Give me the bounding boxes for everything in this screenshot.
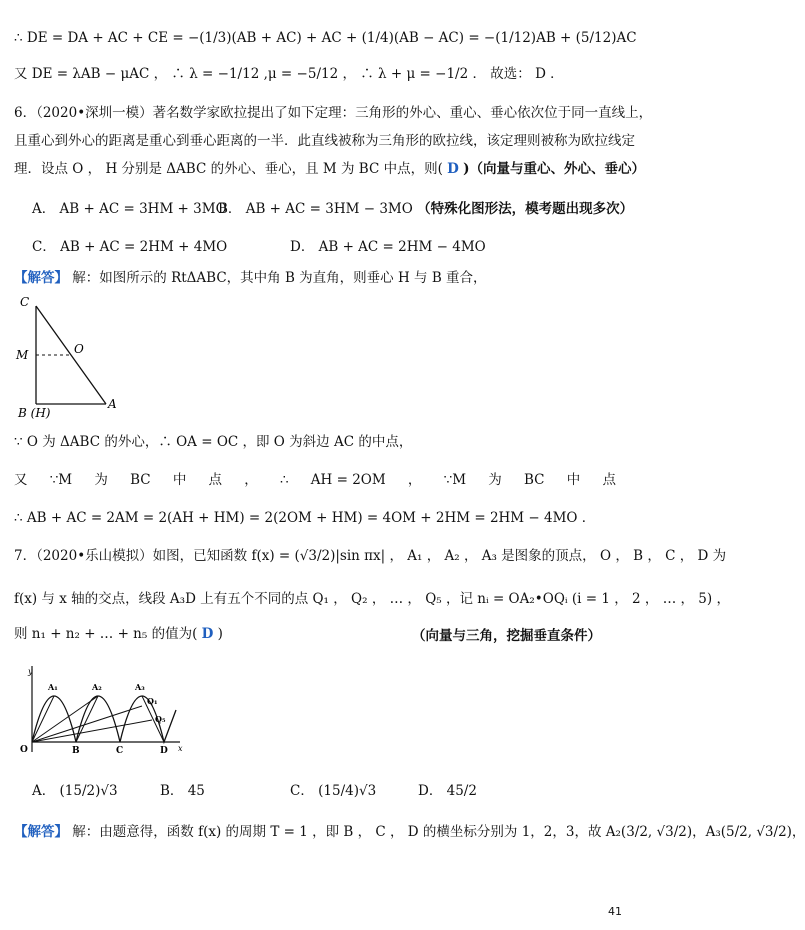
label-x: x <box>178 744 183 753</box>
label-q1: Q₁ <box>147 696 158 706</box>
q7-option-d: D． 45/2 <box>418 783 477 799</box>
q7-solution-text-1: 解：由题意得，函数 f(x) 的周期 T = 1 ，即 B ， C ， D 的横坐标分别为 1，2，3，故 A₂(3/2, √3/2)，A₃(5/2, √3/2)， <box>72 824 805 840</box>
spread-token: 为 <box>94 472 108 488</box>
segment-oa1 <box>32 696 54 742</box>
label-b: B <box>72 746 80 756</box>
label-a2: A₂ <box>92 682 102 692</box>
right-triangle-figure <box>14 296 124 420</box>
q6-solution-line-1 <box>14 268 630 288</box>
q6-option-b-text: B． AB + AC = 3HM − 3MO <box>218 201 413 217</box>
q6-solution-tag: 【解答】 <box>14 270 68 286</box>
q7-stem-close: ) <box>217 626 223 642</box>
q7-topic-note: （向量与三角，挖掘垂直条件） <box>412 628 601 644</box>
spread-token: ， <box>244 472 258 488</box>
spread-token: 点 <box>208 472 223 488</box>
spread-token: 为 <box>488 472 502 488</box>
q6-stem-text: 理．设点 O ， H 分别是 ΔABC 的外心、垂心，且 M 为 BC 中点，则( <box>14 161 443 177</box>
equation-de-line: ∴ DE = DA + AC + CE = −(1/3)(AB + AC) + AC + (1/4)(AB − AC) = −(1/12)AB + (5/12)AC <box>14 30 637 46</box>
q7-stem-text: 则 n₁ + n₂ + … + n₅ 的值为( <box>14 626 198 642</box>
q6-solution-line-2: ∵ O 为 ΔABC 的外心，∴ OA = OC ，即 O 为斜边 AC 的中点， <box>14 434 413 450</box>
segment-oa2 <box>32 696 98 742</box>
spread-token: ∵M <box>49 472 73 488</box>
label-a1: A₁ <box>48 682 58 692</box>
page-number: 41 <box>608 905 622 918</box>
q6-answer: D <box>447 161 459 177</box>
q7-option-b: B． 45 <box>160 783 205 799</box>
q6-option-a: A． AB + AC = 3HM + 3MO <box>32 201 227 217</box>
label-a: A <box>108 397 117 411</box>
label-d: D <box>160 746 168 756</box>
q7-solution-line-1 <box>14 822 805 842</box>
spread-token: BC <box>130 472 151 488</box>
q6-option-b-note: （特殊化图形法，模考题出现多次） <box>417 201 634 217</box>
label-o: O <box>74 342 84 356</box>
label-o: O <box>20 745 28 755</box>
segment-oq5 <box>32 720 152 742</box>
q7-solution-tag: 【解答】 <box>14 824 68 840</box>
spread-token: 中 <box>172 472 187 488</box>
q6-line-2: 且重心到外心的距离是重心到垂心距离的一半．此直线被称为三角形的欧拉线，该定理则被称为欧拉线定 <box>14 133 635 149</box>
label-m: M <box>16 348 29 362</box>
spread-token: AH = 2OM <box>310 472 386 488</box>
q6-topic-note: )（向量与重心、外心、垂心） <box>463 161 646 177</box>
q6-solution-line-3 <box>14 470 616 490</box>
spread-token: 又 <box>14 472 28 488</box>
label-c: C <box>20 295 30 309</box>
q7-answer: D <box>201 626 214 642</box>
lambda-mu-line: 又 DE = λAB − μAC ， ∴ λ = −1/12 ,μ = −5/12 ， ∴ λ + μ = −1/2 ． 故选： D ． <box>14 66 564 82</box>
spread-token: BC <box>523 472 545 488</box>
q6-solution-line-4: ∴ AB + AC = 2AM = 2(AH + HM) = 2(2OM + HM) = 4OM + 2HM = 2HM − 4MO ． <box>14 510 596 526</box>
q7-line-2: f(x) 与 x 轴的交点，线段 A₃D 上有五个不同的点 Q₁ ， Q₂ ， … ， Q₅ ，记 nᵢ = OA₂•OQᵢ (i = 1 ， 2 ， … ， 5) ， <box>14 591 730 607</box>
label-q5: Q₅ <box>155 714 166 724</box>
q6-option-c: C． AB + AC = 2HM + 4MO <box>32 239 228 255</box>
spread-token: ∵M <box>443 472 467 488</box>
spread-token: ∴ <box>279 472 289 488</box>
sine-graph-figure <box>14 660 189 756</box>
q6-option-d: D． AB + AC = 2HM − 4MO <box>290 239 486 255</box>
spread-token: 中 <box>566 472 581 488</box>
q7-option-c: C． (15/4)√3 <box>290 783 377 799</box>
q6-line-3 <box>14 159 646 179</box>
q6-solution-text-1: 解：如图所示的 RtΔABC，其中角 B 为直角，则垂心 H 与 B 重合， <box>72 270 487 286</box>
q7-option-a: A． (15/2)√3 <box>32 783 118 799</box>
label-y: y <box>28 667 33 676</box>
label-b-h: B (H) <box>18 406 51 420</box>
q7-line-1: 7．（2020•乐山模拟）如图，已知函数 f(x) = (√3/2)|sin πx| ， A₁ ， A₂ ， A₃ 是图象的顶点， O ， B ， C ， D 为 <box>14 548 727 564</box>
q6-option-b <box>218 197 633 217</box>
segment-ba2 <box>76 696 98 742</box>
label-a3: A₃ <box>135 682 145 692</box>
spread-token: 点 <box>602 472 616 488</box>
spread-token: ， <box>407 472 422 488</box>
label-c: C <box>116 746 124 756</box>
q6-line-1: 6．（2020•深圳一模）著名数学家欧拉提出了如下定理：三角形的外心、重心、垂心依次位于同一直线上， <box>14 105 653 121</box>
